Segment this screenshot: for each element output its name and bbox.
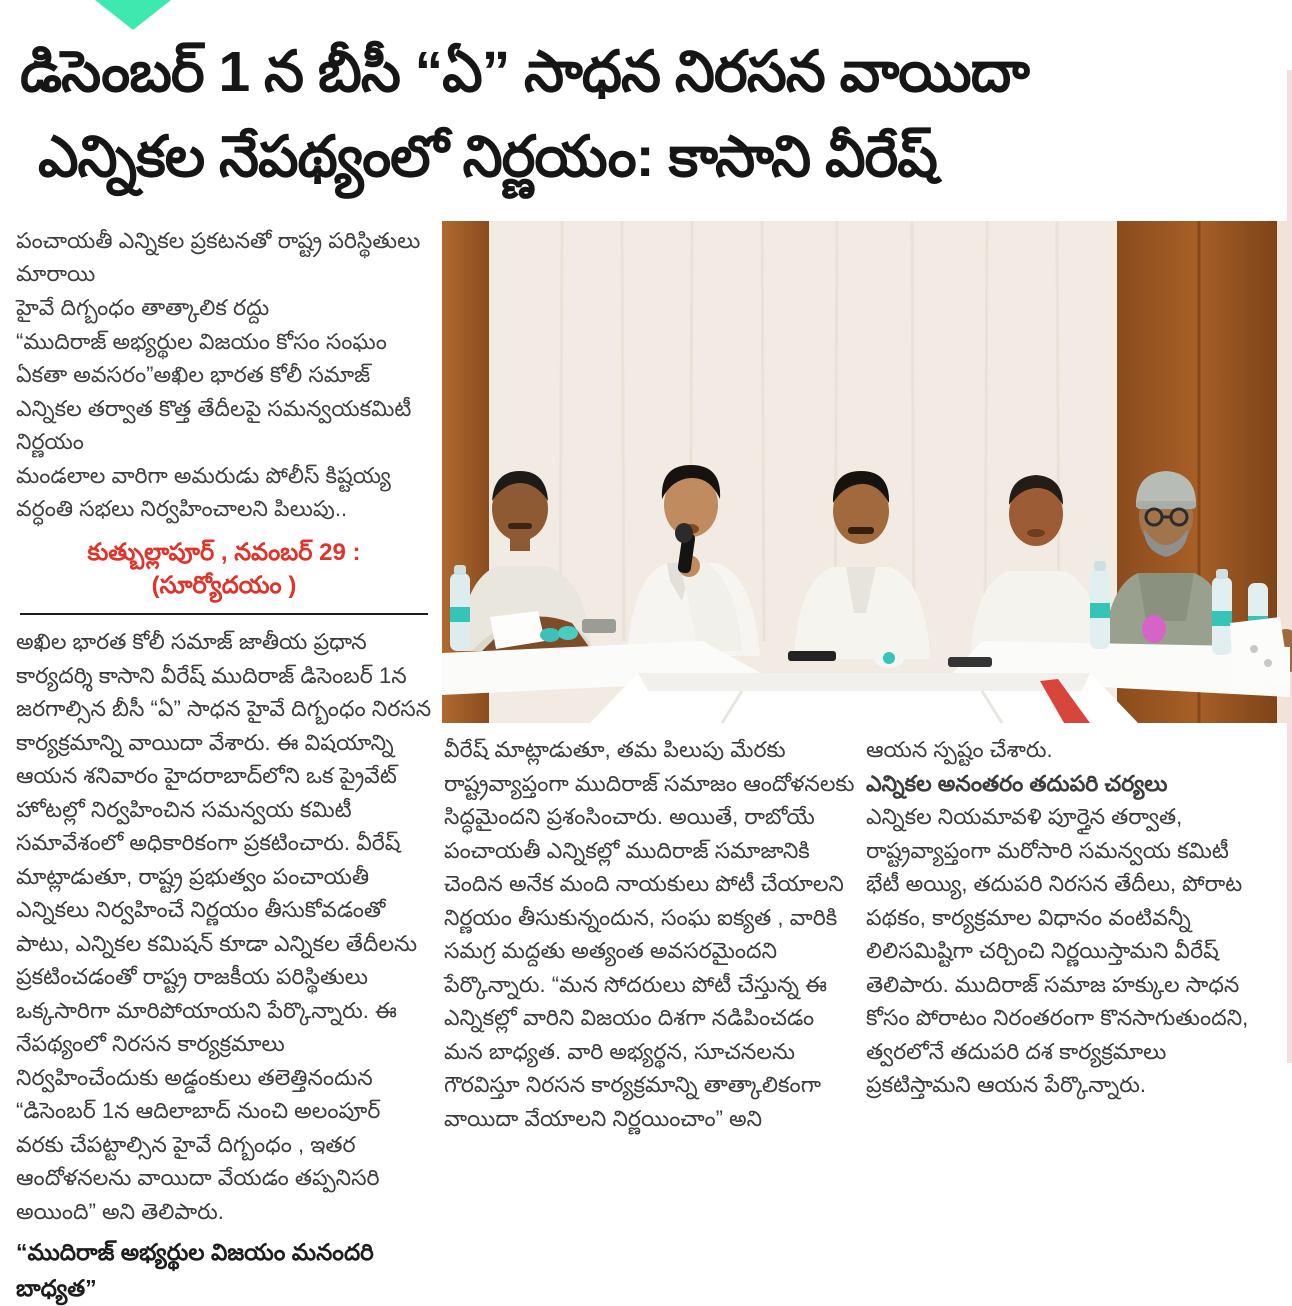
headline-line2: ఎన్నికల నేపథ్యంలో నిర్ణయం: కాసాని వీరేష్ [38, 125, 937, 189]
press-conference-photo [442, 221, 1290, 723]
headline-line1: డిసెంబర్ 1 న బీసీ “ఏ” సాధన నిరసన వాయిదా [20, 40, 1029, 104]
article-body-right: ఎన్నికల నియమావళి పూర్తైన తర్వాత, రాష్ట్రవ్యాప్తంగా మరోసారి సమన్వయ కమిటీ భేటీ అయ్యి, తదుపరి నిరసన తేదీలు, పోరాట పథకం, కార్యక్రమాల విధానం వంటివన్నీ లిలిసమిష్టిగా చర్చించి నిర్ణయిస్తామని వీరేష్ తెలిపారు. ముదిరాజ్ సమాజ హక్కుల సాధన కోసం పోరాటం నిరంతరంగా కొనసాగుతుందని, త్వరలోనే తదుపరి దశ కార్యక్రమాలు ప్రకటిస్తామని ఆయన పేర్కొన్నారు. [866, 804, 1249, 1097]
article-body-middle: వీరేష్ మాట్లాడుతూ, తమ పిలుపు మేరకు రాష్ట్రవ్యాప్తంగా ముదిరాజ్ సమాజం ఆందోళనలకు సిద్ధమైందని ప్రశంసించారు. అయితే, రాబోయే పంచాయతీ ఎన్నికల్లో ముదిరాజ్ సమాజానికి చెందిన అనేక మంది నాయకులు పోటీ చేయాలని నిర్ణయం తీసుకున్నందున, సంఘ ఐక్యత , వారికి సమగ్ర మద్దతు అత్యంత అవసరమైందని పేర్కొన్నారు. “మన సోదరులు పోటీ చేస్తున్న ఈ ఎన్నికల్లో వారిని విజయం దిశగా నడిపించడం మన బాధ్యత. వారి అభ్యర్థన, సూచనలను గౌరవిస్తూ నిరసన కార్యక్రమాన్ని తాత్కాలికంగా వాయిదా వేయాలని నిర్ణయించాం” అని [444, 737, 855, 1131]
dateline: కుత్బుల్లాపూర్ , నవంబర్ 29 : (సూర్యోదయం ) [20, 539, 428, 615]
phone [788, 651, 836, 661]
right-column [866, 733, 1268, 1102]
summary-point: హైవే దిగ్బంధం తాత్కాలిక రద్దు [16, 295, 270, 320]
summary-point: “ముదిరాజ్ అభ్యర్థుల విజయం కోసం సంఘం ఏకతా అవసరం”అఖిల భారత కోలీ సమాజ్ [16, 329, 387, 387]
headline [20, 30, 1275, 200]
summary-point: పంచాయతీ ఎన్నికల ప్రకటనతో రాష్ట్ర పరిస్థితులు మారాయి [16, 228, 421, 286]
middle-column [444, 733, 856, 1135]
cup [540, 628, 560, 642]
summary-points [16, 224, 432, 525]
cup [558, 626, 578, 640]
left-column [16, 224, 432, 1306]
summary-point: మండలాల వారిగా అమరుడు పోలీస్ కిష్టయ్య వర్ధంతి సభలు నిర్వహించాలని పిలుపు.. [16, 463, 391, 521]
bold-quote: “ముదిరాజ్ అభ్యర్థుల విజయం మనందరి బాధ్యత” [16, 1239, 374, 1301]
photo-illustration [442, 221, 1290, 723]
phone [948, 657, 992, 667]
article-lead-right: ఆయన స్పష్టం చేశారు. [866, 737, 1053, 762]
masthead-triangle-icon [95, 0, 171, 30]
article-body-left: అఖిల భారత కోలీ సమాజ్ జాతీయ ప్రధాన కార్యదర్శి కాసాని వీరేష్ ముదిరాజ్ డిసెంబర్ 1న జరగాల్సిన బీసీ “ఏ” సాధన హైవే దిగ్బంధం నిరసన కార్యక్రమాన్ని వాయిదా వేశారు. ఈ విషయాన్ని ఆయన శనివారం హైదరాబాద్‌లోని ఒక ప్రైవేట్ హోటల్లో నిర్వహించిన సమన్వయ కమిటీ సమావేశంలో అధికారికంగా ప్రకటించారు. వీరేష్ మాట్లాడుతూ, రాష్ట్ర ప్రభుత్వం పంచాయతీ ఎన్నికలు నిర్వహించే నిర్ణయం తీసుకోవడంతో పాటు, ఎన్నికల కమిషన్ కూడా ఎన్నికల తేదీలను ప్రకటించడంతో రాష్ట్ర రాజకీయ పరిస్థితులు ఒక్కసారిగా మారిపోయాయని పేర్కొన్నారు. ఈ నేపథ్యంలో నిరసన కార్యక్రమాలు నిర్వహించేందుకు అడ్డంకులు తలెత్తినందున “డిసెంబర్ 1న ఆదిలాబాద్ నుంచి అలంపూర్ వరకు చేపట్టాల్సిన హైవే దిగ్బంధం , ఇతర ఆందోళనలను వాయిదా వేయడం తప్పనిసరి అయింది” అని తెలిపారు. [16, 629, 432, 1224]
pink-ornament [1142, 615, 1166, 643]
section-subhead: ఎన్నికల అనంతరం తదుపరి చర్యలు [866, 770, 1168, 796]
device [582, 619, 616, 633]
tissue-box [1230, 617, 1290, 691]
summary-point: ఎన్నికల తర్వాత కొత్త తేదీలపై సమన్వయకమిటీ నిర్ణయం [16, 396, 412, 454]
